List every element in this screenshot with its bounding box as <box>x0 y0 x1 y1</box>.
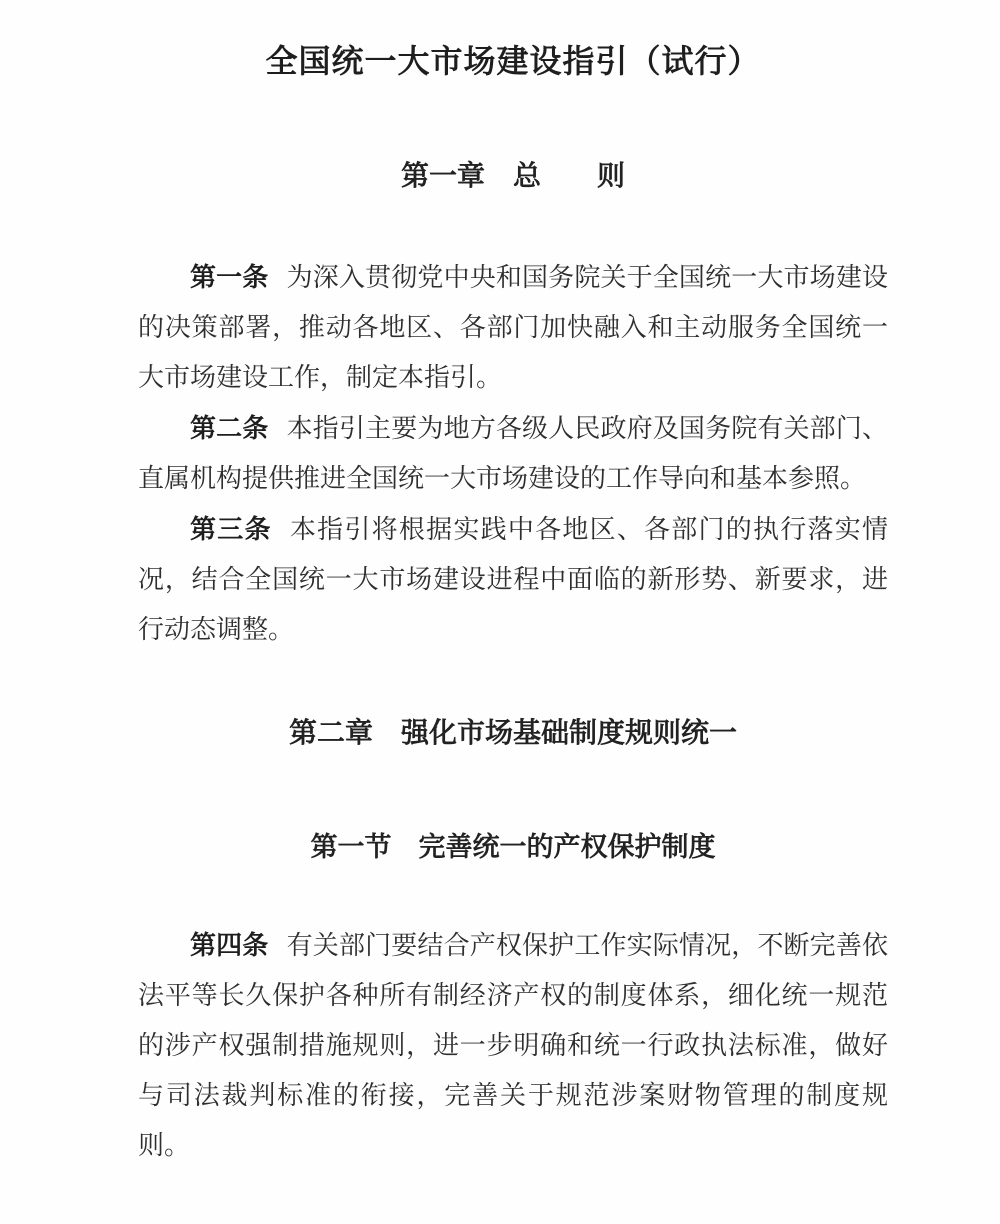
chapter-1-heading: 第一章 总 则 <box>400 160 625 191</box>
article-4-label: 第四条 <box>190 930 269 960</box>
article-2-label: 第二条 <box>190 413 269 443</box>
section-1-heading: 第一节 完善统一的产权保护制度 <box>310 832 716 862</box>
article-2 <box>138 403 888 504</box>
article-1-text: 为深入贯彻党中央和国务院关于全国统一大市场建设的决策部署，推动各地区、各部门加快融入和主动服务全国统一大市场建设工作，制定本指引。 <box>138 263 888 392</box>
article-4 <box>138 920 888 1171</box>
article-2-text: 本指引主要为地方各级人民政府及国务院有关部门、直属机构提供推进全国统一大市场建设的工作导向和基本参照。 <box>138 414 888 493</box>
chapter-2-heading: 第二章 强化市场基础制度规则统一 <box>288 717 737 748</box>
chapter-1-body <box>138 252 888 655</box>
section-1-body <box>138 920 888 1171</box>
article-3-label: 第三条 <box>190 514 272 544</box>
article-1 <box>138 252 888 403</box>
article-1-label: 第一条 <box>190 262 269 292</box>
article-3 <box>138 504 888 655</box>
article-3-text: 本指引将根据实践中各地区、各部门的执行落实情况，结合全国统一大市场建设进程中面临的新形势、新要求，进行动态调整。 <box>138 515 888 644</box>
article-4-text: 有关部门要结合产权保护工作实际情况，不断完善依法平等长久保护各种所有制经济产权的制度体系，细化统一规范的涉产权强制措施规则，进一步明确和统一行政执法标准，做好与司法裁判标准的衔接，完善关于规范涉案财物管理的制度规则。 <box>138 931 888 1160</box>
document-title: 全国统一大市场建设指引（试行） <box>265 43 761 79</box>
